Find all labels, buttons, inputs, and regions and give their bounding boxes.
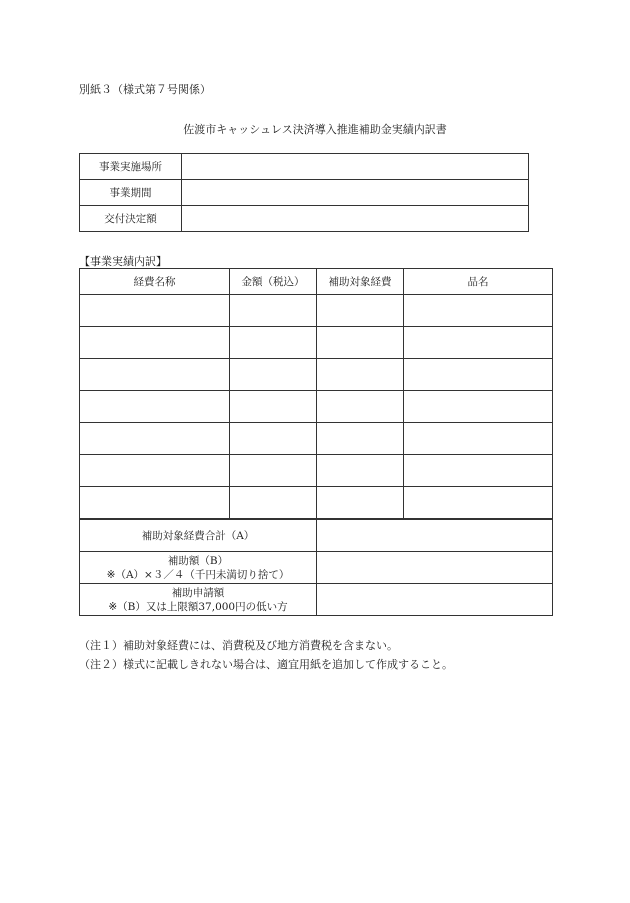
column-header-expense-name: 経費名称 [80, 269, 230, 295]
cell-item-name[interactable] [404, 423, 553, 455]
total-row [80, 519, 553, 552]
cell-expense-name[interactable] [80, 359, 230, 391]
subsidy-label: 補助額（B） [167, 554, 229, 567]
breakdown-heading: 【事業実績内訳】 [79, 255, 167, 268]
grant-amount-label: 交付決定額 [80, 206, 182, 232]
cell-eligible-expense[interactable] [317, 391, 404, 423]
note-2: （注２）様式に記載しきれない場合は、適宜用紙を追加して作成すること。 [79, 658, 453, 671]
breakdown-table [79, 268, 553, 519]
request-label-cell [80, 584, 317, 616]
request-value[interactable] [317, 584, 553, 616]
request-row [80, 584, 553, 616]
cell-eligible-expense[interactable] [317, 487, 404, 519]
summary-row-grant-amount [80, 206, 529, 232]
period-label: 事業期間 [80, 180, 182, 206]
cell-amount[interactable] [230, 455, 317, 487]
column-header-eligible-expense: 補助対象経費 [317, 269, 404, 295]
breakdown-header-row [80, 269, 553, 295]
grant-amount-value[interactable] [182, 206, 529, 232]
table-row [80, 359, 553, 391]
total-value[interactable] [317, 519, 553, 552]
subsidy-value[interactable] [317, 552, 553, 584]
request-formula: ※（B）又は上限額37,000円の低い方 [108, 600, 288, 613]
cell-expense-name[interactable] [80, 391, 230, 423]
table-row [80, 327, 553, 359]
table-row [80, 295, 553, 327]
period-value[interactable] [182, 180, 529, 206]
document-label: 別紙３（様式第７号関係） [79, 83, 211, 96]
cell-expense-name[interactable] [80, 295, 230, 327]
summary-table [79, 153, 529, 232]
cell-item-name[interactable] [404, 455, 553, 487]
cell-eligible-expense[interactable] [317, 455, 404, 487]
subsidy-formula: ※（A）×３／４（千円未満切り捨て） [106, 568, 290, 581]
column-header-amount: 金額（税込） [230, 269, 317, 295]
cell-amount[interactable] [230, 487, 317, 519]
cell-expense-name[interactable] [80, 327, 230, 359]
location-value[interactable] [182, 154, 529, 180]
table-row [80, 487, 553, 519]
subsidy-row [80, 552, 553, 584]
location-label: 事業実施場所 [80, 154, 182, 180]
subsidy-label-cell [80, 552, 317, 584]
totals-table [79, 518, 553, 616]
cell-expense-name[interactable] [80, 423, 230, 455]
table-row [80, 455, 553, 487]
request-label: 補助申請額 [171, 586, 225, 599]
cell-amount[interactable] [230, 359, 317, 391]
cell-item-name[interactable] [404, 327, 553, 359]
cell-eligible-expense[interactable] [317, 359, 404, 391]
note-1: （注１）補助対象経費には、消費税及び地方消費税を含まない。 [79, 639, 398, 652]
table-row [80, 423, 553, 455]
document-title: 佐渡市キャッシュレス決済導入推進補助金実績内訳書 [183, 123, 447, 136]
cell-item-name[interactable] [404, 359, 553, 391]
cell-item-name[interactable] [404, 487, 553, 519]
summary-row-period [80, 180, 529, 206]
table-row [80, 391, 553, 423]
cell-item-name[interactable] [404, 295, 553, 327]
summary-row-location [80, 154, 529, 180]
cell-eligible-expense[interactable] [317, 423, 404, 455]
column-header-item-name: 品名 [404, 269, 553, 295]
cell-amount[interactable] [230, 423, 317, 455]
cell-amount[interactable] [230, 295, 317, 327]
cell-eligible-expense[interactable] [317, 295, 404, 327]
total-label: 補助対象経費合計（A） [80, 519, 317, 552]
cell-eligible-expense[interactable] [317, 327, 404, 359]
cell-amount[interactable] [230, 391, 317, 423]
cell-item-name[interactable] [404, 391, 553, 423]
cell-expense-name[interactable] [80, 455, 230, 487]
cell-expense-name[interactable] [80, 487, 230, 519]
cell-amount[interactable] [230, 327, 317, 359]
